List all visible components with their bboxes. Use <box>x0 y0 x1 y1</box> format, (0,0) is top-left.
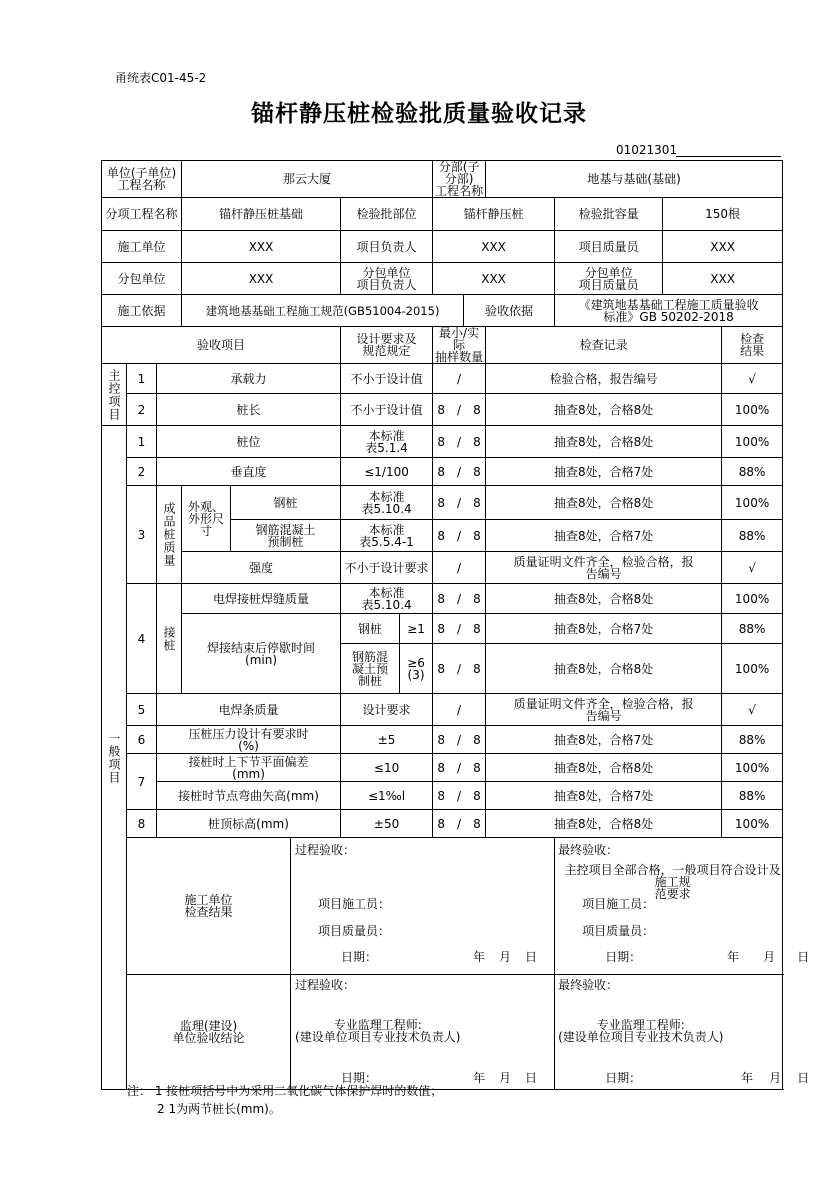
note-1: 注： 1 接桩项括号中为采用二氧化碳气体保护焊时的数值； <box>127 1084 443 1098</box>
design-value: 本标准 表5.1.4 <box>341 426 433 458</box>
col-result-header: 检查 结果 <box>722 327 783 364</box>
design-value: ±5 <box>341 726 433 754</box>
item-number: 2 <box>127 394 157 426</box>
quality-label: 项目质量员： <box>318 924 391 938</box>
final-label: 最终验收： <box>558 978 619 992</box>
contractor-value: XXX <box>182 231 341 263</box>
record-value: 抽查8处，合格8处 <box>486 810 722 838</box>
construction-final-cell <box>555 838 810 975</box>
acceptance-basis-label: 验收依据 <box>464 295 555 327</box>
item-number: 4 <box>127 584 157 694</box>
design-value: 本标准 表5.10.4 <box>341 584 433 614</box>
design-value: ≥6 (3) <box>400 644 433 694</box>
appearance-label: 外观、 外形尺 寸 <box>182 486 231 552</box>
item-name: 电焊接桩焊缝质量 <box>182 584 341 614</box>
basis-value: 建筑地基基础工程施工规范(GB51004-2015) <box>182 295 464 327</box>
item-number: 1 <box>127 364 157 394</box>
design-value: ≤10 <box>341 754 433 782</box>
pile-splicing-label: 接桩 <box>157 584 182 694</box>
result-value: 88% <box>722 614 783 644</box>
result-value: 88% <box>722 726 783 754</box>
design-value: ±50 <box>341 810 433 838</box>
result-value: 100% <box>722 754 783 782</box>
final-conclusion: 主控项目全部合格，一般项目符合设计及施工规 范要求 <box>564 863 781 901</box>
item-name: 垂直度 <box>157 458 341 486</box>
sample-value: 8 / 8 <box>433 486 486 520</box>
item-number: 1 <box>127 426 157 458</box>
design-value: 本标准 表5.5.4-1 <box>341 520 433 552</box>
record-value: 抽查8处，合格7处 <box>486 782 722 810</box>
design-value: 不小于设计要求 <box>341 552 433 584</box>
finished-pile-quality-label: 成品桩质量 <box>157 486 182 584</box>
result-value: 100% <box>722 426 783 458</box>
capacity-value: 150根 <box>663 198 783 231</box>
item-number: 2 <box>127 458 157 486</box>
design-value: 设计要求 <box>341 694 433 726</box>
result-value: 88% <box>722 520 783 552</box>
record-value: 抽查8处，合格8处 <box>486 426 722 458</box>
contractor-label: 施工单位 <box>102 231 182 263</box>
sample-value: 8 / 8 <box>433 614 486 644</box>
sub-item-name: 钢筋混 凝土预 制桩 <box>341 644 400 694</box>
dept-value: 地基与基础(基础) <box>486 161 783 198</box>
record-value: 抽查8处，合格7处 <box>486 458 722 486</box>
date-day: 日 <box>525 1071 538 1085</box>
supervision-final-cell <box>555 975 810 1090</box>
item-name: 钢桩 <box>231 486 341 520</box>
sample-value: 8 / 8 <box>433 426 486 458</box>
date-label: 日期： <box>605 1071 642 1085</box>
date-label: 日期： <box>341 1071 378 1085</box>
subitem-value: 锚杆静压桩基础 <box>182 198 341 231</box>
item-number: 6 <box>127 726 157 754</box>
note-2: 2 1为两节桩长(mm)。 <box>157 1102 281 1116</box>
result-value: 100% <box>722 810 783 838</box>
subitem-label: 分项工程名称 <box>102 198 182 231</box>
basis-label: 施工依据 <box>102 295 182 327</box>
result-value: 88% <box>722 458 783 486</box>
item-name: 桩长 <box>157 394 341 426</box>
sample-value: 8 / 8 <box>433 584 486 614</box>
sample-value: 8 / 8 <box>433 754 486 782</box>
record-value: 质量证明文件齐全，检验合格，报 告编号 <box>486 552 722 584</box>
date-month: 月 <box>499 1071 512 1085</box>
engineer-label: 专业监理工程师: (建设单位项目专业技术负责人) <box>558 1018 724 1044</box>
batch-code: 01021301 <box>616 143 678 157</box>
code-underline <box>676 156 781 157</box>
date-month: 月 <box>763 950 776 964</box>
item-name: 接桩时节点弯曲矢高(mm) <box>157 782 341 810</box>
dept-label: 分部(子分部) 工程名称 <box>433 161 486 198</box>
project-manager-value: XXX <box>433 231 555 263</box>
process-label: 过程验收： <box>295 843 356 857</box>
record-value: 抽查8处，合格7处 <box>486 726 722 754</box>
result-value: 100% <box>722 486 783 520</box>
acceptance-basis-value: 《建筑地基基础工程施工质量验收 标准》GB 50202-2018 <box>555 295 783 327</box>
date-day: 日 <box>797 950 810 964</box>
design-value: 本标准 表5.10.4 <box>341 486 433 520</box>
sample-value: 8 / 8 <box>433 644 486 694</box>
date-year: 年 <box>741 1071 754 1085</box>
item-name: 桩顶标高(mm) <box>157 810 341 838</box>
col-design-header: 设计要求及 规范规定 <box>341 327 433 364</box>
date-year: 年 <box>473 950 486 964</box>
design-value: ≤1/100 <box>341 458 433 486</box>
sample-value: 8 / 8 <box>433 782 486 810</box>
col-item-header: 验收项目 <box>102 327 341 364</box>
item-name: 承载力 <box>157 364 341 394</box>
subcontractor-value: XXX <box>182 263 341 295</box>
sub-quality-manager-value: XXX <box>663 263 783 295</box>
sub-project-manager-label: 分包单位 项目负责人 <box>341 263 433 295</box>
quality-manager-label: 项目质量员 <box>555 231 663 263</box>
result-value: 100% <box>722 584 783 614</box>
result-value: √ <box>722 694 783 726</box>
sample-value: / <box>433 552 486 584</box>
result-value: 100% <box>722 644 783 694</box>
sample-value: 8 / 8 <box>433 810 486 838</box>
part-label: 检验批部位 <box>341 198 433 231</box>
sample-value: 8 / 8 <box>433 458 486 486</box>
sample-value: / <box>433 364 486 394</box>
worker-label: 项目施工员： <box>318 897 391 911</box>
notes <box>127 1082 442 1118</box>
main-control-group: 主控项目 <box>102 364 127 426</box>
date-year: 年 <box>727 950 740 964</box>
date-label: 日期： <box>605 950 642 964</box>
date-month: 月 <box>499 950 512 964</box>
engineer-label: 专业监理工程师: (建设单位项目专业技术负责人) <box>295 1018 461 1044</box>
quality-manager-value: XXX <box>663 231 783 263</box>
result-value: 88% <box>722 782 783 810</box>
design-value: ≤1‰l <box>341 782 433 810</box>
item-name: 强度 <box>182 552 341 584</box>
result-value: 100% <box>722 394 783 426</box>
item-name: 电焊条质量 <box>157 694 341 726</box>
item-name: 桩位 <box>157 426 341 458</box>
sub-item-name: 钢桩 <box>341 614 400 644</box>
final-label: 最终验收： <box>558 843 619 857</box>
item-number: 3 <box>127 486 157 584</box>
record-value: 抽查8处，合格8处 <box>486 644 722 694</box>
construction-process-cell <box>291 838 555 975</box>
record-value: 检验合格，报告编号 <box>486 364 722 394</box>
unit-value: 那云大厦 <box>182 161 433 198</box>
item-number: 7 <box>127 754 157 810</box>
item-number: 8 <box>127 810 157 838</box>
record-value: 质量证明文件齐全，检验合格，报 告编号 <box>486 694 722 726</box>
item-name: 压桩压力设计有要求时 (%) <box>157 726 341 754</box>
sample-value: / <box>433 694 486 726</box>
col-sample-header: 最小/实际 抽样数量 <box>433 327 486 364</box>
result-value: √ <box>722 552 783 584</box>
page-title: 锚杆静压桩检验批质量验收记录 <box>251 101 587 127</box>
design-value: ≥1 <box>400 614 433 644</box>
item-name: 钢筋混凝土 预制桩 <box>231 520 341 552</box>
subcontractor-label: 分包单位 <box>102 263 182 295</box>
sub-project-manager-value: XXX <box>433 263 555 295</box>
cooling-time-label: 焊接结束后停歇时间 (min) <box>182 614 341 694</box>
item-number: 5 <box>127 694 157 726</box>
quality-label: 项目质量员： <box>582 924 655 938</box>
record-value: 抽查8处，合格8处 <box>486 584 722 614</box>
design-value: 不小于设计值 <box>341 394 433 426</box>
form-code: 甬统表C01-45-2 <box>115 71 207 85</box>
record-value: 抽查8处，合格8处 <box>486 486 722 520</box>
date-month: 月 <box>769 1071 782 1085</box>
sample-value: 8 / 8 <box>433 394 486 426</box>
date-day: 日 <box>797 1071 810 1085</box>
project-manager-label: 项目负责人 <box>341 231 433 263</box>
part-value: 锚杆静压桩 <box>433 198 555 231</box>
general-group: 一般项目 <box>102 426 127 1090</box>
design-value: 不小于设计值 <box>341 364 433 394</box>
construction-check-label: 施工单位 检查结果 <box>127 838 291 975</box>
record-value: 抽查8处，合格8处 <box>486 754 722 782</box>
supervision-process-cell <box>291 975 555 1090</box>
col-record-header: 检查记录 <box>486 327 722 364</box>
supervision-label: 监理(建设) 单位验收结论 <box>127 975 291 1090</box>
record-value: 抽查8处，合格7处 <box>486 614 722 644</box>
sample-value: 8 / 8 <box>433 520 486 552</box>
sub-quality-manager-label: 分包单位 项目质量员 <box>555 263 663 295</box>
process-label: 过程验收： <box>295 978 356 992</box>
sample-value: 8 / 8 <box>433 726 486 754</box>
unit-label: 单位(子单位) 工程名称 <box>102 161 182 198</box>
result-value: √ <box>722 364 783 394</box>
item-name: 接桩时上下节平面偏差 (mm) <box>157 754 341 782</box>
record-value: 抽查8处，合格8处 <box>486 394 722 426</box>
worker-label: 项目施工员： <box>582 897 655 911</box>
date-day: 日 <box>525 950 538 964</box>
date-label: 日期： <box>341 950 378 964</box>
date-year: 年 <box>473 1071 486 1085</box>
record-value: 抽查8处，合格7处 <box>486 520 722 552</box>
acceptance-table <box>101 160 810 1090</box>
capacity-label: 检验批容量 <box>555 198 663 231</box>
